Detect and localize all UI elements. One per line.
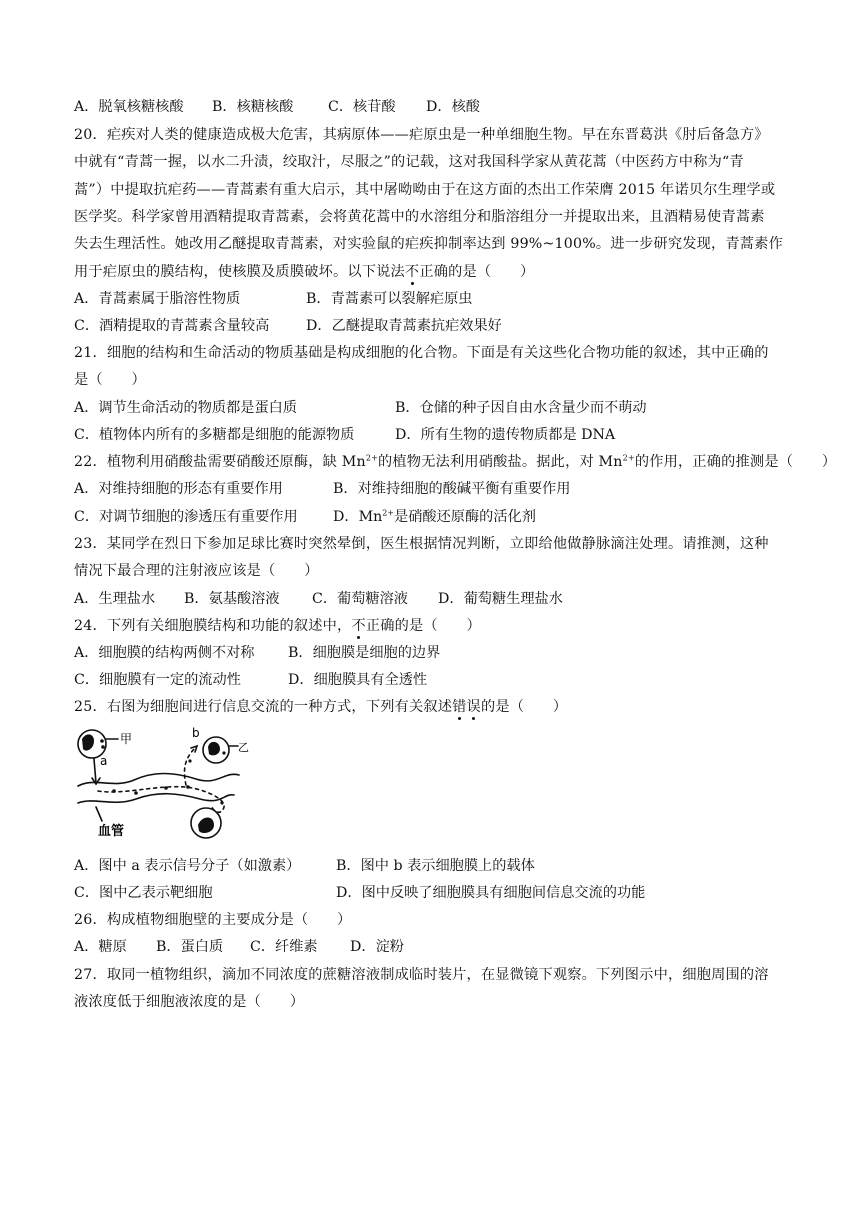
q21-line-1: 21．细胞的结构和生命活动的物质基础是构成细胞的化合物。下面是有关这些化合物功能的叙述，其中正确的: [74, 345, 769, 361]
emphasis-correct: 正: [419, 264, 434, 280]
emphasis-not: 不: [404, 264, 420, 280]
q22-option-b: B．对维持细胞的酸碱平衡有重要作用: [333, 481, 571, 497]
q19-option-d: D．核酸: [426, 99, 480, 115]
signal-to-yi: [184, 747, 196, 785]
mn-charge: 2+: [622, 453, 635, 463]
q20-line-5: 失去生理活性。她改用乙醚提取青蒿素，对实验鼠的疟疾抑制率达到 99%~100%。进一步研究发现，青蒿素作: [74, 236, 783, 252]
q24-option-c: C．细胞膜有一定的流动性: [74, 672, 241, 688]
q22-option-a: A．对维持细胞的形态有重要作用: [74, 481, 283, 497]
emphasis-correct: 正: [365, 618, 381, 634]
q22-option-d-pre: D．Mn: [333, 509, 383, 525]
label-yi: 乙: [238, 741, 249, 754]
q26-option-b: B．蛋白质: [156, 939, 224, 955]
q24-option-d: D．细胞膜具有全透性: [288, 672, 428, 688]
q22-option-d-post: 是硝酸还原酶的活化剂: [394, 509, 536, 525]
q19-option-c: C．核苷酸: [328, 99, 396, 115]
q25-pre: 25．右图为细胞间进行信息交流的一种方式，下列有关叙述: [74, 699, 453, 715]
q20-line-6-post: 确的是（ ）: [433, 264, 535, 280]
q24-option-b: B．细胞膜是细胞的边界: [288, 645, 441, 661]
q20-line-4: 医学奖。科学家曾用酒精提取青蒿素，会将黄花蒿中的水溶组分和脂溶组分一并提取出来，且酒精易使青蒿素: [74, 209, 765, 225]
q21-line-2: 是（ ）: [74, 372, 146, 388]
q25-option-d: D．图中反映了细胞膜具有细胞间信息交流的功能: [336, 885, 646, 901]
q20-option-a: A．青蒿素属于脂溶性物质: [74, 291, 241, 307]
q25-post: 的是（ ）: [480, 699, 568, 715]
label-b: b: [192, 726, 200, 740]
q21-option-b: B．仓储的种子因自由水含量少而不萌动: [395, 400, 647, 416]
q22-post: 的作用，正确的推测是（ ）: [634, 454, 837, 470]
pointer-vessel: [96, 807, 102, 821]
q22-mid: 的植物无法利用硝酸盐。据此，对 Mn: [378, 454, 623, 470]
arrow-a: [94, 759, 96, 783]
q22-option-c: C．对调节细胞的渗透压有重要作用: [74, 509, 298, 525]
q24-post: 确的是（ ）: [380, 618, 481, 634]
q26-line: 26．构成植物细胞壁的主要成分是（ ）: [74, 912, 352, 928]
q26-option-a: A．糖原: [74, 939, 127, 955]
label-vessel: 血管: [98, 824, 125, 839]
q22-pre: 22．植物利用硝酸盐需要硝酸还原酶，缺 Mn: [74, 454, 366, 470]
q23-line-2: 情况下最合理的注射液应该是（ ）: [74, 563, 319, 579]
cell-signaling-figure: [74, 726, 249, 845]
emphasis-wrong: 错: [452, 699, 467, 715]
q20-line-6-pre: 用于疟原虫的膜结构，使核膜及质膜破坏。以下说法: [74, 264, 405, 280]
q24-option-a: A．细胞膜的结构两侧不对称: [74, 645, 255, 661]
q20-line-6: [74, 262, 534, 282]
vessel-wall-bottom: [78, 794, 234, 803]
q26-option-d: D．淀粉: [350, 939, 404, 955]
nucleus-yi: [208, 742, 220, 755]
mn-charge: 2+: [365, 453, 379, 463]
q26-option-c: C．纤维素: [250, 939, 318, 955]
label-a: a: [100, 754, 108, 768]
q25-option-b: B．图中 b 表示细胞膜上的载体: [336, 858, 535, 874]
q25-option-a: A．图中 a 表示信号分子（如激素）: [74, 858, 301, 874]
q25-option-c: C．图中乙表示靶细胞: [74, 885, 213, 901]
nucleus-jia: [82, 734, 94, 750]
nucleus-bottom: [198, 818, 214, 834]
q19-option-b: B．核糖核酸: [212, 99, 294, 115]
label-jia: 甲: [120, 732, 133, 746]
q19-option-a: A．脱氧核糖核酸: [74, 99, 184, 115]
q24-pre: 24．下列有关细胞膜结构和功能的叙述中，: [74, 618, 352, 634]
q22-option-d: [333, 507, 536, 527]
emphasis-error: 误: [466, 699, 481, 715]
q27-line-1: 27．取同一植物组织，滴加不同浓度的蔗糖溶液制成临时装片，在显微镜下观察。下列图示中，细胞周围的溶: [74, 967, 769, 983]
q20-line-3: 蒿”）中提取抗疟药——青蒿素有重大启示，其中屠呦呦由于在这方面的杰出工作荣膺 2015 年诺贝尔生理学或: [74, 182, 776, 198]
q23-option-d: D．葡萄糖生理盐水: [438, 591, 563, 607]
q21-option-c: C．植物体内所有的多糖都是细胞的能源物质: [74, 427, 355, 443]
mn-charge: 2+: [382, 508, 395, 518]
q20-option-c: C．酒精提取的青蒿素含量较高: [74, 318, 270, 334]
q23-option-a: A．生理盐水: [74, 591, 156, 607]
q23-option-c: C．葡萄糖溶液: [312, 591, 408, 607]
q20-line-2: 中就有“青蒿一握，以水二升渍，绞取汁，尽服之”的记载，这对我国科学家从黄花蒿（中医药方中称为“青: [74, 154, 744, 170]
q21-option-a: A．调节生命活动的物质都是蛋白质: [74, 400, 298, 416]
q20-line-1: 20．疟疾对人类的健康造成极大危害，其病原体——疟原虫是一种单细胞生物。早在东晋葛洪《肘后备急方》: [74, 127, 769, 143]
q22-line: [74, 452, 836, 472]
vessel-wall-top: [78, 774, 239, 787]
q20-option-d: D．乙醚提取青蒿素抗疟效果好: [306, 318, 502, 334]
q21-option-d: D．所有生物的遗传物质都是 DNA: [395, 427, 616, 443]
q20-option-b: B．青蒿素可以裂解疟原虫: [306, 291, 473, 307]
q24-line: [74, 616, 481, 636]
q23-line-1: 23．某同学在烈日下参加足球比赛时突然晕倒，医生根据情况判断，立即给他做静脉滴注处理。请推测，这种: [74, 536, 769, 552]
q27-line-2: 液浓度低于细胞液浓度的是（ ）: [74, 994, 305, 1010]
q23-option-b: B．氨基酸溶液: [184, 591, 280, 607]
q25-line: [74, 697, 567, 717]
emphasis-not: 不: [351, 618, 366, 634]
